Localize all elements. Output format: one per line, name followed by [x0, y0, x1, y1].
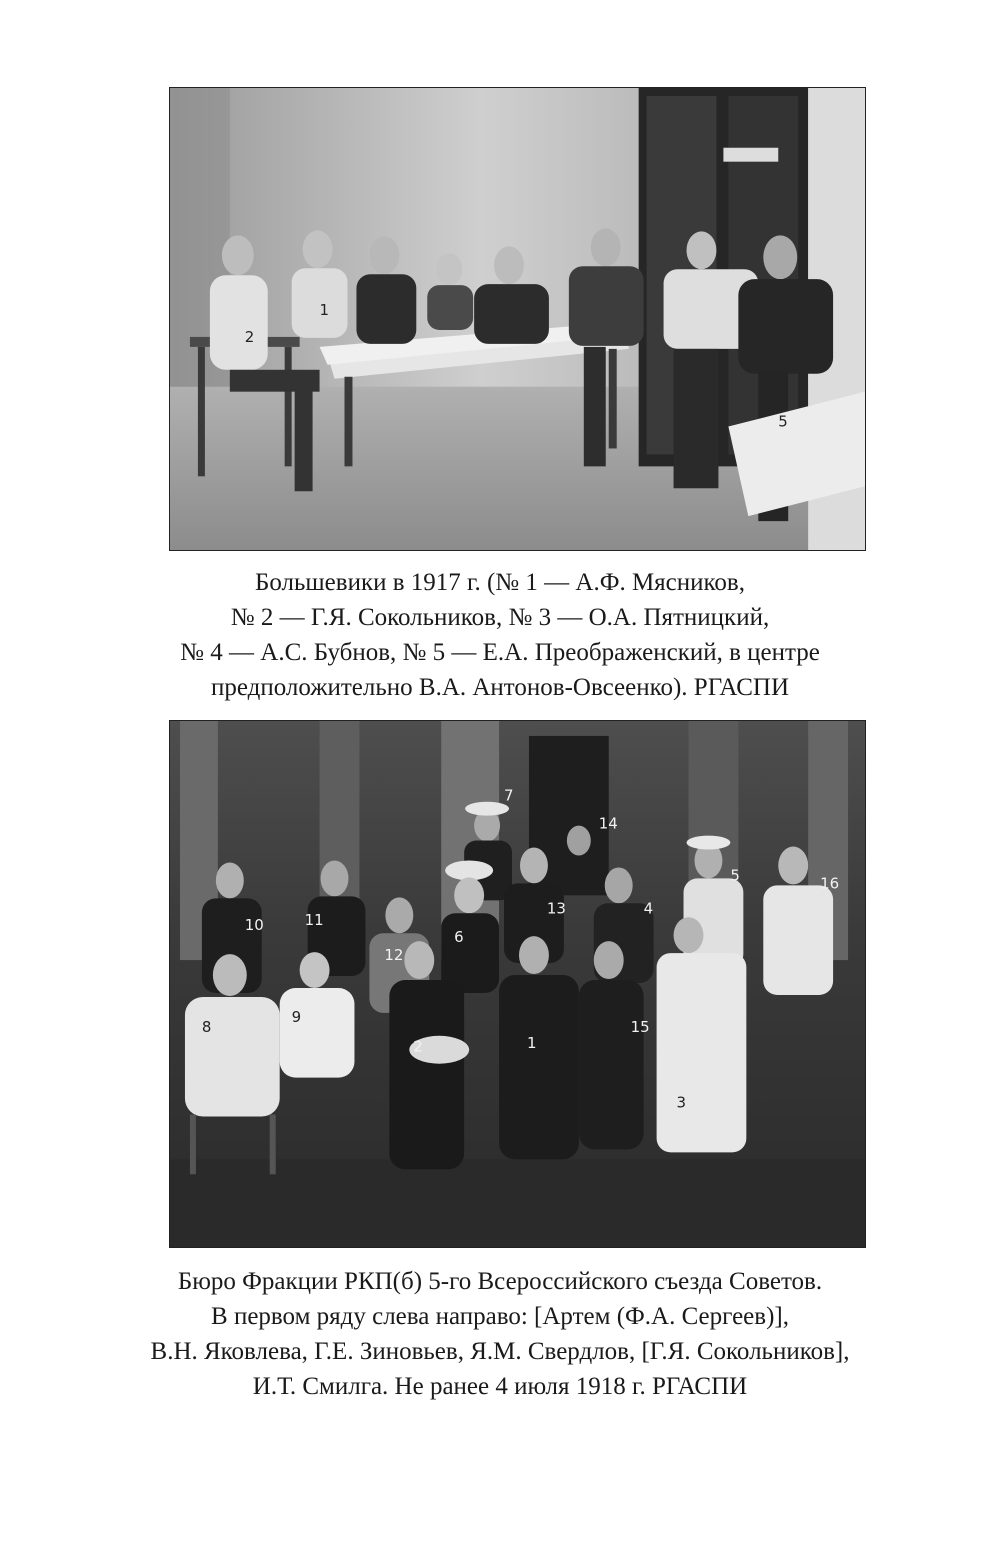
photo-bureau-1918-image [170, 721, 865, 1247]
marker-8: 8 [201, 1017, 212, 1036]
marker-12: 12 [384, 946, 404, 965]
marker-4: 4 [643, 899, 654, 918]
caption-line: И.Т. Смилга. Не ранее 4 июля 1918 г. РГАСПИ [252, 1373, 748, 1400]
marker-1: 1 [319, 301, 330, 320]
marker-2: 2 [244, 327, 255, 346]
caption-line: В.Н. Яковлева, Г.Е. Зиновьев, Я.М. Свердлов, [Г.Я. Сокольников], [150, 1338, 850, 1365]
marker-9: 9 [291, 1007, 302, 1026]
caption-line: № 2 — Г.Я. Сокольников, № 3 — О.А. Пятницкий, [230, 604, 770, 631]
caption-line: Большевики в 1917 г. (№ 1 — А.Ф. Мясников, [255, 569, 745, 596]
caption-line: В первом ряду слева направо: [Артем (Ф.А. Сергеев)], [211, 1303, 789, 1330]
photo-caption-1918 [100, 1264, 900, 1404]
photo-bolsheviks-1917 [169, 87, 866, 551]
caption-line: Бюро Фракции РКП(б) 5-го Всероссийского съезда Советов. [177, 1268, 823, 1295]
marker-16: 16 [820, 874, 840, 893]
marker-3: 3 [676, 1093, 687, 1112]
marker-10: 10 [244, 916, 264, 935]
marker-5: 5 [730, 866, 740, 885]
marker-6: 6 [454, 928, 464, 947]
marker-13: 13 [546, 899, 566, 918]
marker-14: 14 [598, 814, 618, 833]
marker-15: 15 [630, 1017, 650, 1036]
marker-1: 1 [526, 1033, 537, 1052]
photo-caption-1917 [100, 565, 900, 705]
photo-bureau-1918 [169, 720, 866, 1248]
marker-2: 2 [413, 1037, 423, 1056]
marker-11: 11 [304, 911, 324, 930]
caption-line: предположительно В.А. Антонов-Овсеенко). РГАСПИ [210, 674, 790, 701]
caption-line: № 4 — А.С. Бубнов, № 5 — Е.А. Преображенский, в центре [180, 639, 820, 666]
marker-7: 7 [504, 786, 514, 805]
photo-bolsheviks-1917-image [170, 88, 865, 550]
marker-5: 5 [778, 412, 788, 431]
